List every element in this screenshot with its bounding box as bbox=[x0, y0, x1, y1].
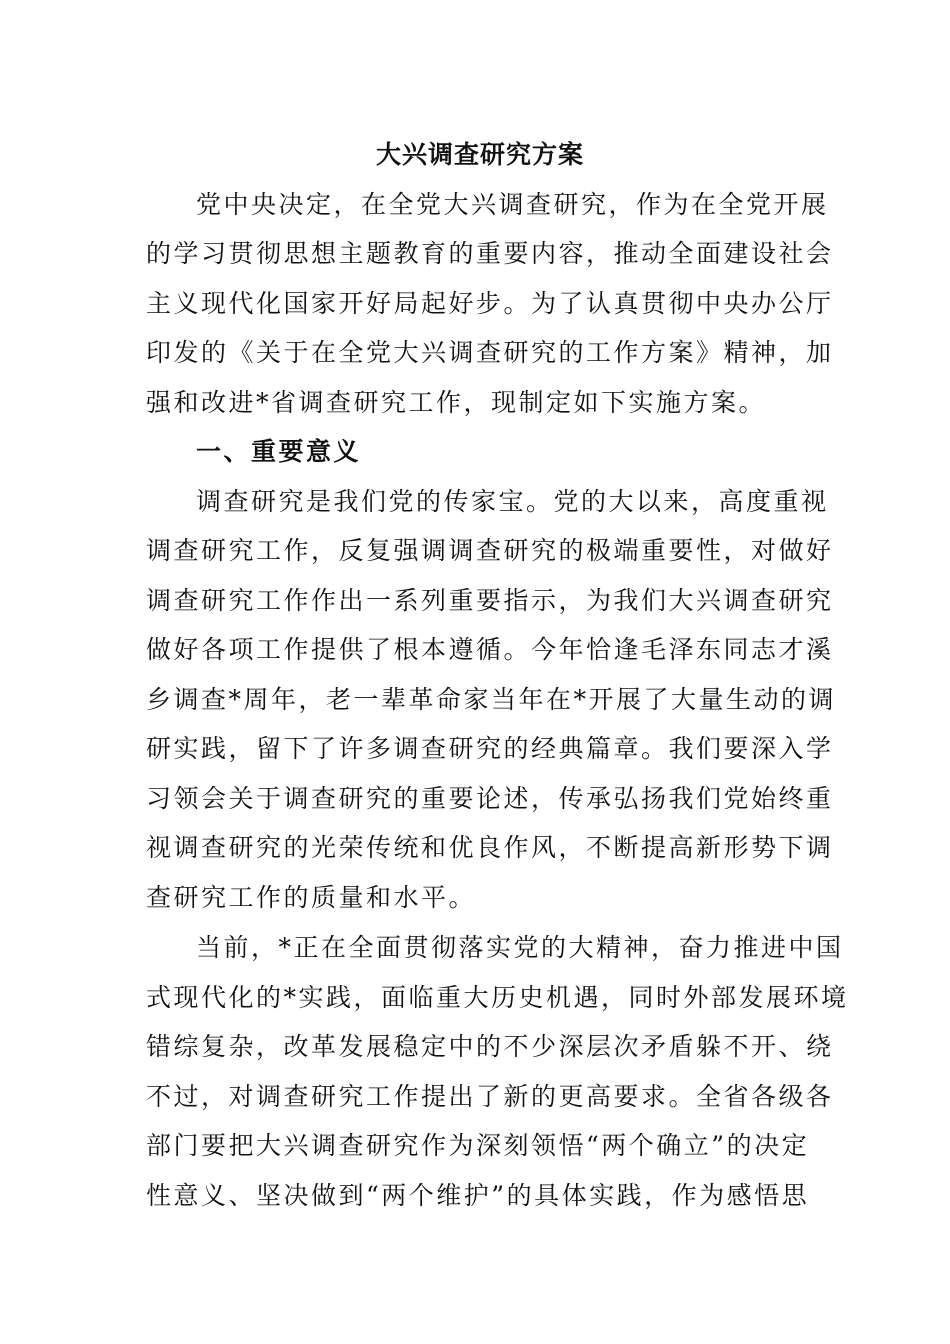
intro-paragraph bbox=[146, 180, 834, 428]
intro-line: 党中央决定，在全党大兴调查研究，作为在全党开展 bbox=[196, 189, 829, 219]
paragraph-line: 习领会关于调查研究的重要论述，传承弘扬我们党始终重 bbox=[146, 783, 834, 813]
paragraph-line: 调查研究是我们党的传家宝。党的大以来，高度重视 bbox=[196, 486, 829, 516]
paragraph-line: 性意义、坚决做到“两个维护”的具体实践，作为感悟思 bbox=[146, 1180, 810, 1210]
paragraph-line: 乡调查*周年，老一辈革命家当年在*开展了大量生动的调 bbox=[146, 684, 837, 714]
paragraph-line: 调查研究工作作出一系列重要指示，为我们大兴调查研究 bbox=[146, 585, 834, 615]
intro-line: 强和改进*省调查研究工作，现制定如下实施方案。 bbox=[146, 387, 767, 417]
section1-paragraph-2 bbox=[146, 923, 849, 1220]
paragraph-line: 不过，对调查研究工作提出了新的更高要求。全省各级各 bbox=[146, 1081, 834, 1111]
paragraph-line: 研实践，留下了许多调查研究的经典篇章。我们要深入学 bbox=[146, 734, 834, 763]
intro-line: 的学习贯彻思想主题教育的重要内容，推动全面建设社会 bbox=[146, 239, 834, 268]
intro-line: 主义现代化国家开好局起好步。为了认真贯彻中央办公厅 bbox=[146, 288, 834, 318]
section1-paragraph-1 bbox=[146, 477, 837, 923]
document-page bbox=[146, 130, 849, 1220]
paragraph-line: 式现代化的*实践，面临重大历史机遇，同时外部发展环境 bbox=[146, 982, 849, 1012]
document-title: 大兴调查研究方案 bbox=[375, 140, 584, 169]
section-heading: 一、重要意义 bbox=[196, 437, 362, 466]
paragraph-line: 错综复杂，改革发展稳定中的不少深层次矛盾躲不开、绕 bbox=[146, 1032, 834, 1061]
paragraph-line: 部门要把大兴调查研究作为深刻领悟“两个确立”的决定 bbox=[146, 1131, 810, 1160]
paragraph-line: 做好各项工作提供了根本遵循。今年恰逢毛泽东同志才溪 bbox=[146, 635, 834, 664]
paragraph-line: 当前，*正在全面贯彻落实党的大精神，奋力推进中国 bbox=[196, 933, 844, 962]
paragraph-line: 视调查研究的光荣传统和优良作风，不断提高新形势下调 bbox=[146, 833, 834, 862]
paragraph-line: 查研究工作的质量和水平。 bbox=[146, 882, 477, 912]
intro-line: 印发的《关于在全党大兴调查研究的工作方案》精神，加 bbox=[146, 338, 834, 367]
paragraph-line: 调查研究工作，反复强调调查研究的极端重要性，对做好 bbox=[146, 536, 834, 565]
